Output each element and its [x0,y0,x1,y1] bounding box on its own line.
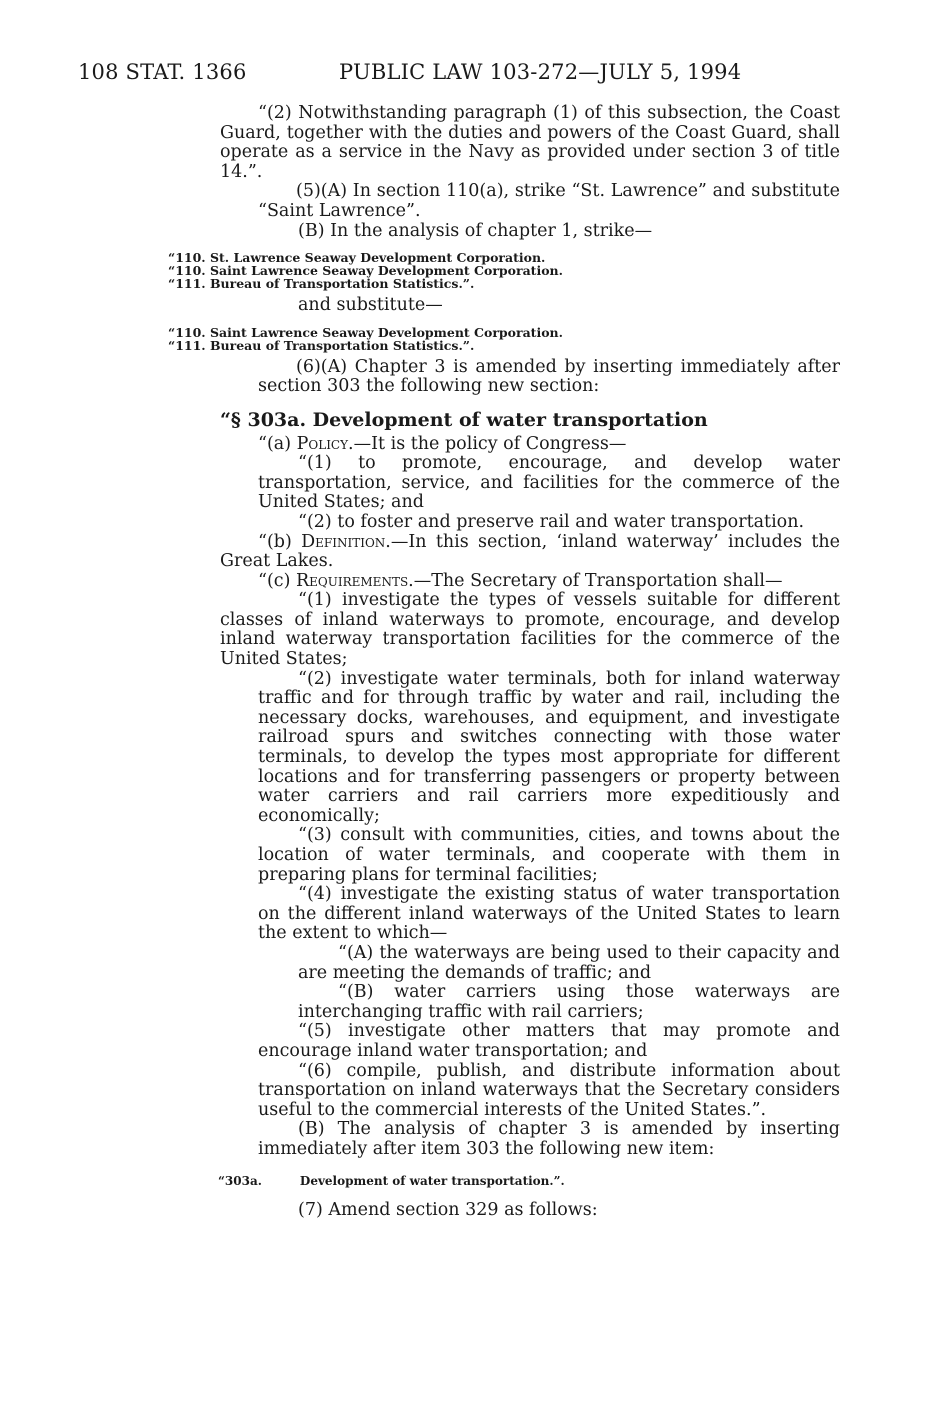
paragraph-6a: (6)(A) Chapter 3 is amended by inserting immediately after section 303 the following new section: [258,356,840,397]
subsection-c-4-b: “(B) water carriers using those waterways are interchanging traffic with rail carriers; [298,982,840,1022]
list-item: “111. Bureau of Transportation Statistics.”. [168,276,475,292]
running-head: PUBLIC LAW 103-272—JULY 5, 1994 [339,60,742,84]
section-heading: “§ 303a. Development of water transportation [220,408,708,431]
new-analysis-item [218,1172,840,1192]
list-item: “110. Saint Lawrence Seaway Development Corporation. [168,324,563,340]
page-stat-citation: 108 STAT. 1366 [78,60,247,84]
subsection-a-2: “(2) to foster and preserve rail and water transportation. [298,511,805,532]
subsection-c-2: “(2) investigate water terminals, both for inland waterway traffic and for through traffic by water and rail, including the necessary docks, warehouses, and equipment, and investigate railroad spurs and switches connecting with those water terminals, to develop the types most appropriate for different locations and for transferring passengers or property between water carriers and rail carriers more expeditiously and economically; [258,668,840,826]
subsection-c: “(c) Requirements.—The Secretary of Transportation shall— [258,570,783,591]
list-item: “111. Bureau of Transportation Statistics.”. [168,337,475,353]
subsection-c-4: “(4) investigate the existing status of water transportation on the different inland waterways of the United States to learn the extent to which— [258,884,840,944]
paragraph-6b: (B) The analysis of chapter 3 is amended by inserting immediately after item 303 the following new item: [258,1119,840,1159]
subsection-c-5: “(5) investigate other matters that may promote and encourage inland water transportation; and [258,1021,840,1061]
subsection-a-1: “(1) to promote, encourage, and develop water transportation, service, and facilities for the commerce of the United States; and [258,453,840,513]
strike-list [168,251,840,290]
subsection-c-1: “(1) investigate the types of vessels suitable for different classes of inland waterways to promote, encourage, and develop inland waterway transportation facilities for the commerce of the United States; [220,590,840,670]
subsection-c-6: “(6) compile, publish, and distribute information about transportation on inland waterways that the Secretary considers useful to the commercial interests of the United States.”. [258,1060,840,1120]
paragraph-7: (7) Amend section 329 as follows: [298,1200,598,1221]
subsection-c-4-a: “(A) the waterways are being used to their capacity and are meeting the demands of traffic; and [298,942,840,983]
substitute-list [168,326,840,352]
document-body [168,103,841,1221]
paragraph-5b: (B) In the analysis of chapter 1, strike— [298,220,653,241]
list-item: “110. Saint Lawrence Seaway Development Corporation. [168,263,563,279]
subsection-b: “(b) Definition.—In this section, ‘inland waterway’ includes the Great Lakes. [220,531,841,572]
subsection-c-3: “(3) consult with communities, cities, and towns about the location of water terminals, and cooperate with them in preparing plans for terminal facilities; [258,825,840,885]
and-substitute: and substitute— [298,295,443,316]
item-number: “303a. [218,1173,262,1188]
subsection-a: “(a) Policy.—It is the policy of Congress— [258,433,627,454]
list-item: “110. St. Lawrence Seaway Development Corporation. [168,250,546,266]
item-text: Development of water transportation.”. [299,1173,565,1188]
paragraph-5a: (5)(A) In section 110(a), strike “St. Lawrence” and substitute “Saint Lawrence”. [258,181,840,221]
paragraph-coast-guard: “(2) Notwithstanding paragraph (1) of this subsection, the Coast Guard, together with the duties and powers of the Coast Guard, shall operate as a service in the Navy as provided under section 3 of title 14.”. [220,103,840,182]
